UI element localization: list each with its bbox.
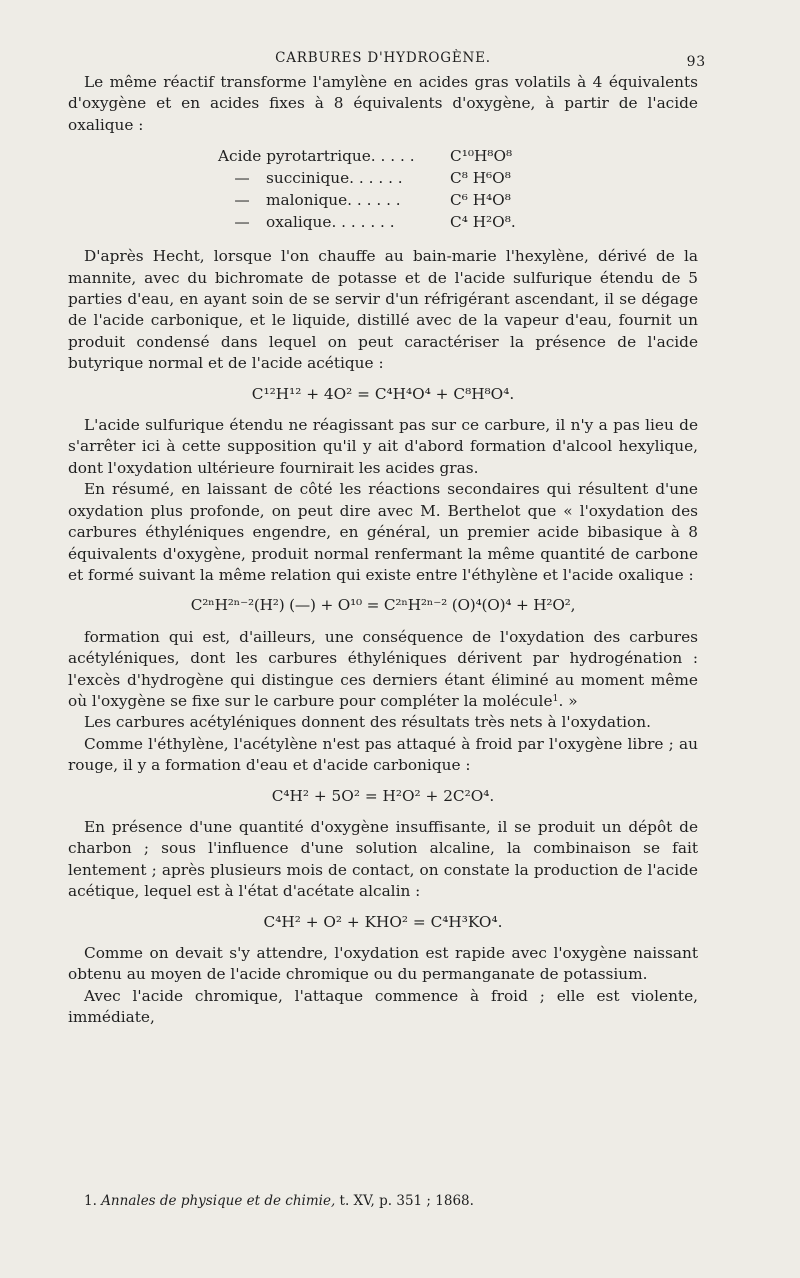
- paragraph-sulfuric: L'acide sulfurique étendu ne réagissant pas sur ce carbure, il n'y a pas lieu de s'arrêter ici à cette supposition qu'il y ait d'abord formation d'alcool hexylique, dont l'oxydation ultérieure fournirait les acides gras.: [68, 416, 698, 477]
- acid-table: [218, 146, 698, 234]
- equation-acetate: C⁴H² + O² + KHO² = C⁴H³KO⁴.: [263, 912, 503, 931]
- running-title: CARBURES D'HYDROGÈNE.: [275, 50, 491, 66]
- equation-combustion: C⁴H² + 5O² = H²O² + 2C²O⁴.: [271, 786, 495, 805]
- acid-formula: C⁸ H⁶O⁸: [450, 169, 511, 188]
- formation-end: . »: [558, 691, 578, 710]
- formation-text: formation qui est, d'ailleurs, une conséquence de l'oxydation des carbures acétyléniques, dont les carbures éthyléniques dérivent par hydrogénation : l'excès d'hydrogène qui distingue ces derniers étant éliminé au moment même où l'oxygène se fixe sur le carbure pour compléter la molécule: [68, 627, 698, 710]
- paragraph-berthelot: En résumé, en laissant de côté les réactions secondaires qui résultent d'une oxydation plus profonde, on peut dire avec M. Berthelot que « l'oxydation des carbures éthyléniques engendre, en général, un premier acide bibasique à 8 équivalents d'oxygène, produit normal renfermant la même quantité de carbone et formé suivant la même relation qui existe entre l'éthylène et l'acide oxalique :: [68, 480, 698, 584]
- paragraph-chromic: Avec l'acide chromique, l'attaque commence à froid ; elle est violente, immédiate,: [68, 986, 698, 1027]
- ditto-dash: —: [234, 213, 250, 232]
- acid-formula: C⁶ H⁴O⁸: [450, 191, 511, 210]
- running-header: [68, 48, 706, 70]
- paragraph-acetylenic: Les carbures acétyléniques donnent des résultats très nets à l'oxydation.: [84, 713, 651, 732]
- page-number: 93: [686, 54, 706, 70]
- footnote-ref: 1: [552, 692, 559, 704]
- acid-name: succinique. . . . . .: [266, 169, 403, 188]
- acid-formula: C⁴ H²O⁸.: [450, 213, 516, 232]
- equation-hexylene: C¹²H¹² + 4O² = C⁴H⁴O⁴ + C⁸H⁸O⁴.: [251, 384, 515, 403]
- acid-row: [218, 168, 698, 190]
- equation-general: C²ⁿH²ⁿ⁻²(H²) (—) + O¹⁰ = C²ⁿH²ⁿ⁻² (O)⁴(O)⁴ + H²O²,: [190, 596, 576, 615]
- footnote-number: 1.: [84, 1193, 97, 1209]
- paragraph-insufficient: En présence d'une quantité d'oxygène insuffisante, il se produit un dépôt de charbon ; sous l'influence d'une solution alcaline, la combinaison se fait lentement ; après plusieurs mois de contact, on constate la production de l'acide acétique, lequel est à l'état d'acétate alcalin :: [68, 817, 698, 901]
- paragraph-nascent: Comme on devait s'y attendre, l'oxydation est rapide avec l'oxygène naissant obtenu au moyen de l'acide chromique ou du permanganate de potassium.: [68, 944, 698, 984]
- footnote: [84, 1193, 474, 1209]
- acid-name: oxalique. . . . . . .: [266, 213, 395, 232]
- page-body: [68, 48, 706, 1029]
- paragraph-ethylene: Comme l'éthylène, l'acétylène n'est pas attaqué à froid par l'oxygène libre ; au rouge, il y a formation d'eau et d'acide carbonique :: [68, 734, 698, 775]
- acid-row: [218, 212, 698, 234]
- acid-formula: C¹⁰H⁸O⁸: [450, 147, 513, 166]
- paragraph-hecht: D'après Hecht, lorsque l'on chauffe au bain-marie l'hexylène, dérivé de la mannite, avec du bichromate de potasse et de l'acide sulfurique étendu de 5 parties d'eau, en ayant soin de se servir d'un réfrigérant ascendant, il se dégage de l'acide carbonique, et le liquide, distillé avec de la vapeur d'eau, fournit un produit condensé dans lequel on peut caractériser la présence de l'acide butyrique normal et de l'acide acétique :: [68, 247, 698, 373]
- acid-row: [218, 146, 698, 168]
- footnote-details: t. XV, p. 351 ; 1868.: [339, 1193, 474, 1209]
- acid-name: malonique. . . . . .: [266, 191, 401, 210]
- ditto-dash: —: [234, 191, 250, 210]
- paragraph-formation: [68, 627, 698, 713]
- footnote-source: Annales de physique et de chimie,: [101, 1193, 336, 1209]
- acid-row: [218, 190, 698, 212]
- ditto-dash: —: [234, 169, 250, 188]
- paragraph-amylene: Le même réactif transforme l'amylène en acides gras volatils à 4 équivalents d'oxygène et en acides fixes à 8 équivalents d'oxygène, à partir de l'acide oxalique :: [68, 73, 698, 134]
- acid-name: Acide pyrotartrique. . . . .: [218, 147, 415, 166]
